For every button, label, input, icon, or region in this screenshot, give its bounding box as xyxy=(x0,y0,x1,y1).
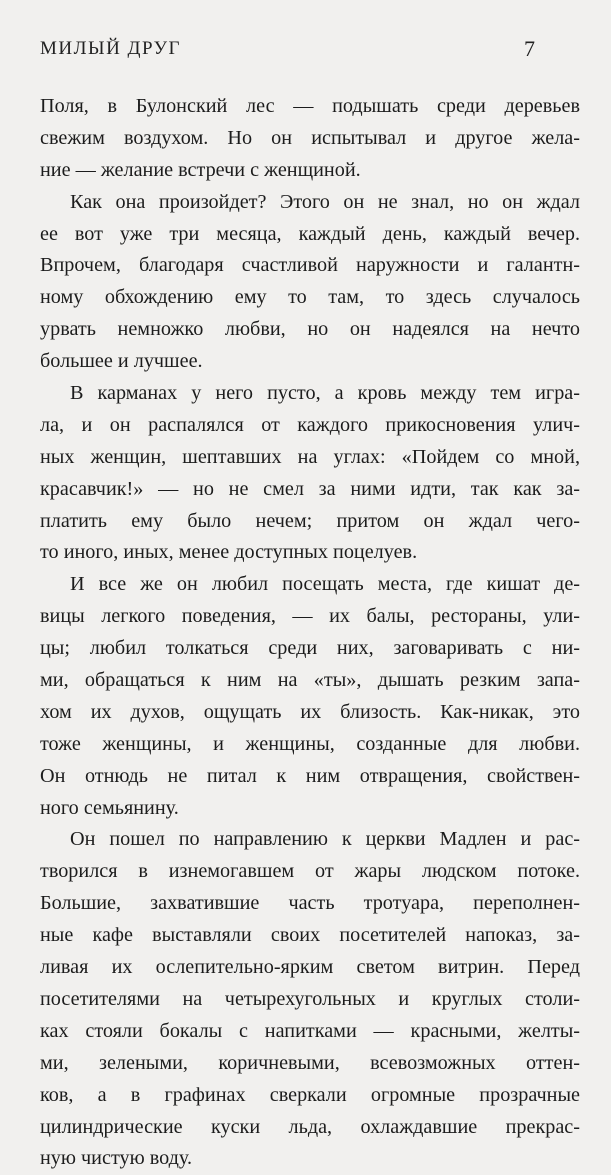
text-line: творился в изнемогавшем от жары людском потоке. xyxy=(40,860,580,883)
text-line: ми, обращаться к ним на «ты», дышать резким запа- xyxy=(40,669,580,692)
text-line: Впрочем, благодаря счастливой наружности и галантн- xyxy=(40,254,580,277)
text-line: ливая их ослепительно-ярким светом витрин. Перед xyxy=(40,956,580,979)
text-line: ному обхождению ему то там, то здесь случалось xyxy=(40,286,580,309)
text-line: урвать немножко любви, но он надеялся на нечто xyxy=(40,318,580,341)
page-number: 7 xyxy=(524,36,535,61)
text-line: ла, и он распалялся от каждого прикосновения улич- xyxy=(40,413,580,436)
text-line: вицы легкого поведения, — их балы, рестораны, ули- xyxy=(40,605,580,628)
text-line: ные кафе выставляли своих посетителей напоказ, за- xyxy=(40,924,580,947)
text-line: Как она произойдет? Этого он не знал, но он ждал xyxy=(70,190,580,213)
text-line: свежим воздухом. Но он испытывал и другое жела- xyxy=(40,126,580,149)
text-line: тоже женщины, и женщины, созданные для любви. xyxy=(40,732,580,755)
text-line: цы; любил толкаться среди них, заговаривать с ни- xyxy=(40,637,580,660)
text-line: ее вот уже три месяца, каждый день, каждый вечер. xyxy=(40,222,580,245)
text-line: хом их духов, ощущать их близость. Как-никак, это xyxy=(40,700,580,723)
text-line: красавчик!» — но не смел за ними идти, так как за- xyxy=(40,477,580,500)
text-line: платить ему было нечем; притом он ждал чего- xyxy=(40,509,580,532)
text-line: Он пошел по направлению к церкви Мадлен и рас- xyxy=(70,828,580,851)
text-line: цилиндрические куски льда, охлаждавшие прекрас- xyxy=(40,1115,580,1138)
text-line: ние — желание встречи с женщиной. xyxy=(40,158,361,181)
text-line: посетителями на четырехугольных и круглых столи- xyxy=(40,987,580,1010)
text-line: ках стояли бокалы с напитками — красными, желты- xyxy=(40,1019,580,1042)
text-line: ных женщин, шептавших на углах: «Пойдем со мной, xyxy=(40,445,580,468)
text-line: ную чистую воду. xyxy=(40,1147,193,1170)
running-title: МИЛЫЙ ДРУГ xyxy=(40,38,182,59)
text-line: Поля, в Булонский лес — подышать среди деревьев xyxy=(40,95,580,117)
text-line: ков, а в графинах сверкали огромные прозрачные xyxy=(40,1083,580,1106)
text-line: И все же он любил посещать места, где кишат де- xyxy=(70,573,580,596)
text-line: В карманах у него пусто, а кровь между тем игра- xyxy=(70,382,580,405)
text-line: то иного, иных, менее доступных поцелуев. xyxy=(40,541,418,564)
text-line: Он отнюдь не питал к ним отвращения, свойствен- xyxy=(40,764,580,787)
text-line: Большие, захватившие часть тротуара, переполнен- xyxy=(40,892,580,915)
text-line: ного семьянину. xyxy=(40,796,179,819)
text-line: большее и лучшее. xyxy=(40,350,203,373)
body-text xyxy=(40,91,580,1175)
text-line: ми, зелеными, коричневыми, всевозможных оттен- xyxy=(40,1051,580,1074)
